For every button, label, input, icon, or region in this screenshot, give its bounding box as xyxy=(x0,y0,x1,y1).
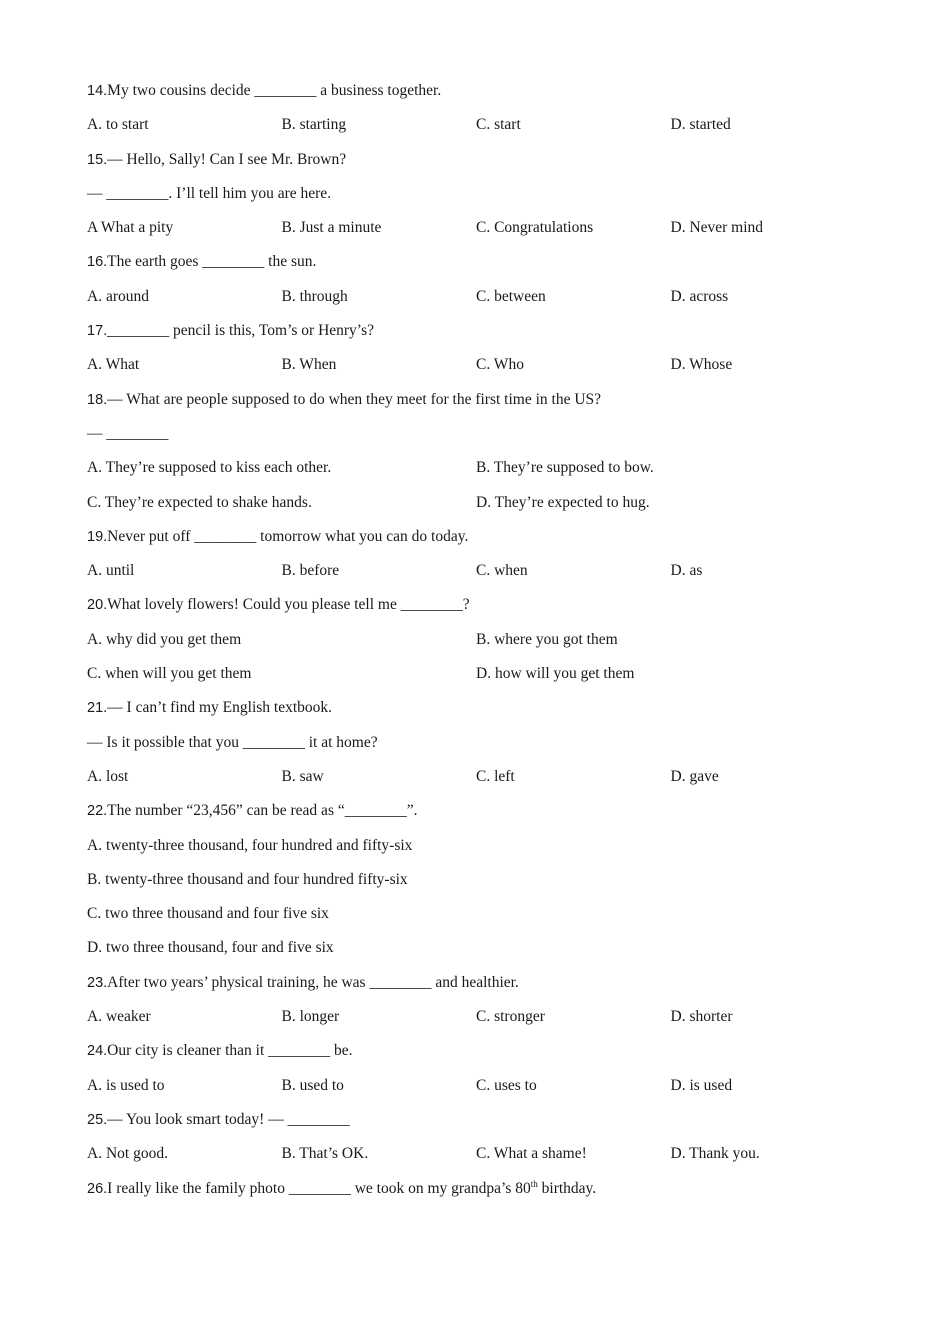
options-20-row1 xyxy=(87,627,887,661)
question-15-reply: — ________. I’ll tell him you are here. xyxy=(87,184,332,202)
question-number: 22. xyxy=(87,803,108,820)
question-15 xyxy=(87,147,887,181)
option-a: A. until xyxy=(87,562,135,580)
question-23 xyxy=(87,970,887,1004)
option-c: C. They’re expected to shake hands. xyxy=(87,493,312,511)
option-c: C. when will you get them xyxy=(87,665,252,683)
question-text: What lovely flowers! Could you please tell me ________? xyxy=(107,596,470,614)
options-17 xyxy=(87,352,887,386)
question-19 xyxy=(87,524,887,558)
question-21 xyxy=(87,695,887,729)
question-21-reply: — Is it possible that you ________ it at home? xyxy=(87,733,378,751)
question-text: The number “23,456” can be read as “________”. xyxy=(107,802,418,820)
option-d: D. two three thousand, four and five six xyxy=(87,939,334,957)
option-b: B. Just a minute xyxy=(281,219,382,237)
options-18-row1 xyxy=(87,455,887,489)
option-d: D. started xyxy=(670,116,731,134)
option-d: D. is used xyxy=(670,1076,733,1094)
ordinal-suffix: th xyxy=(530,1178,538,1189)
question-number: 20. xyxy=(87,597,108,614)
question-number: 23. xyxy=(87,974,108,991)
question-text: Our city is cleaner than it ________ be. xyxy=(107,1042,353,1060)
option-b: B. saw xyxy=(281,767,324,785)
question-26 xyxy=(87,1176,887,1210)
options-18-row2 xyxy=(87,490,887,524)
question-number: 26. xyxy=(87,1180,108,1197)
option-d: D. shorter xyxy=(670,1008,733,1026)
option-a: A. is used to xyxy=(87,1076,165,1094)
question-number: 25. xyxy=(87,1111,108,1128)
question-18 xyxy=(87,387,887,421)
options-19 xyxy=(87,558,887,592)
options-20-row2 xyxy=(87,661,887,695)
option-b: B. When xyxy=(281,356,337,374)
option-d: D. how will you get them xyxy=(476,665,635,683)
question-14 xyxy=(87,78,887,112)
option-a: A. weaker xyxy=(87,1008,151,1026)
option-d: D. across xyxy=(670,287,729,305)
option-b: B. They’re supposed to bow. xyxy=(476,459,654,477)
question-text: ________ pencil is this, Tom’s or Henry’s? xyxy=(107,322,375,340)
option-b: B. through xyxy=(281,287,348,305)
options-25 xyxy=(87,1141,887,1175)
options-24 xyxy=(87,1073,887,1107)
options-21 xyxy=(87,764,887,798)
question-number: 15. xyxy=(87,151,108,168)
option-c: C. between xyxy=(476,287,546,305)
question-text: — You look smart today! — ________ xyxy=(107,1110,350,1128)
option-a: A. why did you get them xyxy=(87,630,242,648)
option-d: D. gave xyxy=(670,767,719,785)
option-d: D. Thank you. xyxy=(670,1145,760,1163)
question-number: 18. xyxy=(87,391,108,408)
option-d: D. as xyxy=(670,562,703,580)
option-a: A. They’re supposed to kiss each other. xyxy=(87,459,332,477)
option-b: B. longer xyxy=(281,1008,340,1026)
question-20 xyxy=(87,592,887,626)
question-22 xyxy=(87,798,887,832)
question-text: The earth goes ________ the sun. xyxy=(107,253,317,271)
option-a: A. What xyxy=(87,356,140,374)
option-a: A. to start xyxy=(87,116,149,134)
option-a: A What a pity xyxy=(87,219,174,237)
option-b: B. That’s OK. xyxy=(281,1145,369,1163)
question-text: After two years’ physical training, he was ________ and healthier. xyxy=(107,973,519,991)
question-24 xyxy=(87,1038,887,1072)
question-number: 19. xyxy=(87,528,108,545)
option-a: A. lost xyxy=(87,767,129,785)
options-15 xyxy=(87,215,887,249)
question-sheet xyxy=(87,78,887,1210)
option-c: C. start xyxy=(476,116,521,134)
question-18-reply: — ________ xyxy=(87,424,169,442)
question-17 xyxy=(87,318,887,352)
option-c: C. left xyxy=(476,767,515,785)
options-16 xyxy=(87,284,887,318)
option-c: C. What a shame! xyxy=(476,1145,587,1163)
option-c: C. two three thousand and four five six xyxy=(87,905,329,923)
question-number: 14. xyxy=(87,83,108,99)
question-number: 24. xyxy=(87,1043,108,1060)
option-c: C. when xyxy=(476,562,528,580)
option-b: B. used to xyxy=(281,1076,344,1094)
option-d: D. Never mind xyxy=(670,219,764,237)
question-text: Never put off ________ tomorrow what you can do today. xyxy=(107,527,469,545)
option-d: D. Whose xyxy=(670,356,733,374)
option-a: A. around xyxy=(87,287,149,305)
option-c: C. Who xyxy=(476,356,524,374)
question-text: — What are people supposed to do when they meet for the first time in the US? xyxy=(107,390,602,408)
option-a: A. twenty-three thousand, four hundred and fifty-six xyxy=(87,836,413,854)
question-number: 16. xyxy=(87,254,108,271)
option-b: B. where you got them xyxy=(476,630,618,648)
question-25 xyxy=(87,1107,887,1141)
options-23 xyxy=(87,1004,887,1038)
question-16 xyxy=(87,249,887,283)
question-number: 21. xyxy=(87,700,108,717)
question-number: 17. xyxy=(87,323,108,340)
option-b: B. twenty-three thousand and four hundred fifty-six xyxy=(87,870,408,888)
question-text: — Hello, Sally! Can I see Mr. Brown? xyxy=(107,150,347,168)
option-b: B. starting xyxy=(281,116,347,134)
question-text-end: birthday. xyxy=(537,1179,597,1197)
question-text: — I can’t find my English textbook. xyxy=(107,699,333,717)
question-text: I really like the family photo ________ we took on my grandpa’s 80 xyxy=(107,1179,531,1197)
option-b: B. before xyxy=(281,562,340,580)
question-text: My two cousins decide ________ a business together. xyxy=(107,82,442,99)
option-d: D. They’re expected to hug. xyxy=(476,493,650,511)
option-c: C. uses to xyxy=(476,1076,537,1094)
option-c: C. Congratulations xyxy=(476,219,594,237)
options-14 xyxy=(87,112,887,146)
option-a: A. Not good. xyxy=(87,1145,168,1163)
option-c: C. stronger xyxy=(476,1008,545,1026)
